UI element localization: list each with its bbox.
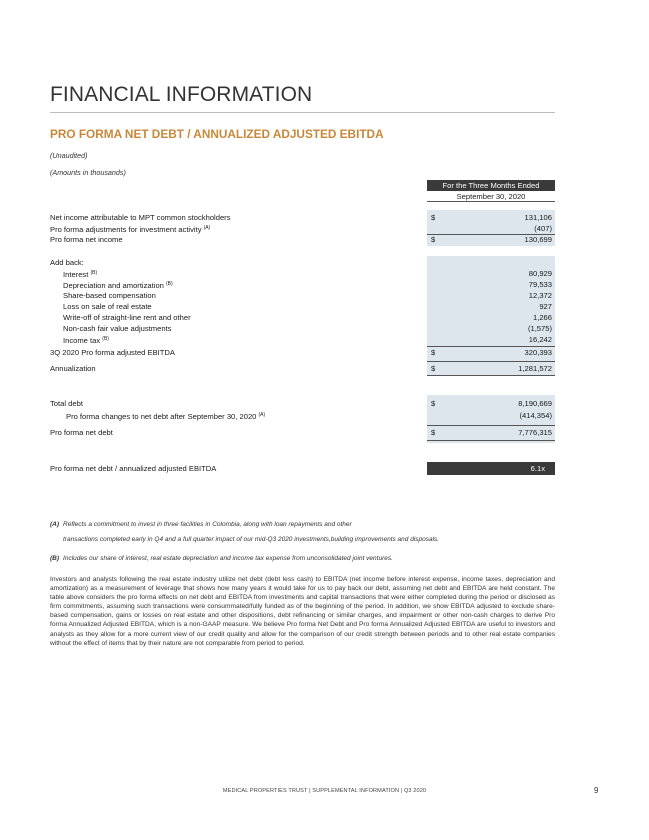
row-label: Non-cash fair value adjustments: [63, 324, 172, 333]
row-value: 16,242: [528, 335, 552, 344]
explanatory-paragraph: Investors and analysts following the real estate industry utilize net debt (debt less cash) to EBITDA (net income before interest expense, income taxes, depreciation and amortization) as a measurement of leverage that shows how many years it would take for us to pay back our debt, assuming net debt and EBITDA are held constant. The table above considers the pro forma effects on net debt and EBITDA from investments and capital transactions that were either completed during the period or disclosed as firm commitments, assuming such transactions were consummated/fully funded as of the beginning of the period. In addition, we show EBITDA adjusted to exclude share-based compensation, gains or losses on real estate and other dispositions, debt refinancing or similar charges, and impairment or other non-cash charges to derive Pro forma Annualized Adjusted EBITDA, which is a non-GAAP measure. We believe Pro forma Net Debt and Pro forma Annualized Adjusted EBITDA are useful to investors and analysts as they allow for a more current view of our credit quality and allow for the comparison of our credit strength between periods and to other real estate companies without the effect of items that by their nature are not comparable from period to period.: [50, 576, 555, 647]
row-value: (414,354): [519, 411, 552, 420]
row-label: Pro forma changes to net debt after September 30, 2020: [66, 412, 257, 421]
footnote-ref: (B): [102, 336, 109, 342]
footnote-a: [50, 520, 555, 529]
subtotal-line: [427, 361, 555, 362]
row-value: 130,699: [524, 235, 552, 244]
footnote-ref: (B): [166, 281, 173, 287]
subtotal-line: [427, 425, 555, 426]
row-value: 927: [539, 302, 552, 311]
page-footer: MEDICAL PROPERTIES TRUST | SUPPLEMENTAL INFORMATION | Q3 2020: [222, 788, 427, 794]
row-label: Pro forma net income: [50, 235, 123, 244]
table-row: [50, 257, 555, 268]
table-row: [50, 363, 555, 374]
row-label: Add back:: [50, 258, 84, 267]
table-row: [50, 223, 555, 234]
row-label: Income tax: [63, 336, 101, 345]
row-label: 3Q 2020 Pro forma adjusted EBITDA: [50, 348, 175, 357]
row-label: Pro forma adjustments for investment activity: [50, 225, 202, 234]
title-divider: [50, 112, 555, 113]
row-label: Net income attributable to MPT common stockholders: [50, 213, 231, 222]
footnote-text: Includes our share of interest, real estate depreciation and income tax expense from unconsolidated joint ventures.: [63, 555, 393, 562]
total-line: [427, 375, 555, 376]
table-row: [50, 212, 555, 223]
row-label: Pro forma net debt: [50, 428, 113, 437]
table-row: [50, 347, 555, 358]
row-value: (1,575): [527, 324, 552, 333]
footnote-a-continued: transactions completed early in Q4 and a full quarter impact of our mid-Q3 2020 investments,building improvements and disposals.: [63, 536, 440, 543]
table-row: [50, 334, 555, 345]
currency-symbol: $: [431, 399, 436, 408]
table-row: [50, 410, 555, 421]
row-label: Share-based compensation: [63, 291, 156, 300]
row-label: Loss on sale of real estate: [63, 302, 152, 311]
row-value: 7,776,315: [518, 428, 552, 437]
row-value: 12,372: [528, 291, 552, 300]
footnote-marker: (A): [50, 521, 60, 528]
currency-symbol: $: [431, 348, 436, 357]
row-label: Depreciation and amortization: [63, 281, 164, 290]
currency-symbol: $: [431, 428, 436, 437]
row-value: (407): [534, 224, 552, 233]
currency-symbol: $: [431, 364, 436, 373]
table-row: [50, 234, 555, 245]
column-header: For the Three Months Ended: [427, 180, 555, 191]
footnote-b: [50, 554, 555, 563]
table-row: [50, 323, 555, 334]
currency-symbol: $: [431, 213, 436, 222]
row-value: 131,106: [524, 213, 552, 222]
table-row: [50, 268, 555, 279]
page-number: 9: [594, 786, 599, 795]
row-value: 80,929: [528, 269, 552, 278]
row-label: Total debt: [50, 399, 83, 408]
section-title: PRO FORMA NET DEBT / ANNUALIZED ADJUSTED EBITDA: [50, 127, 384, 141]
ratio-value: 6.1x: [427, 462, 555, 475]
page-title: FINANCIAL INFORMATION: [50, 83, 313, 106]
column-subheader: September 30, 2020: [427, 191, 555, 202]
footnote-marker: (B): [50, 555, 60, 562]
total-line: [427, 440, 555, 441]
row-label: Annualization: [50, 364, 96, 373]
row-label: Interest: [63, 270, 89, 279]
row-value: 1,281,572: [518, 364, 552, 373]
row-value: 1,266: [532, 313, 552, 322]
row-value: 8,190,669: [518, 399, 552, 408]
footnote-text: Reflects a commitment to invest in three facilities in Colombia, along with loan repayments and other: [63, 521, 352, 528]
row-label: Pro forma net debt / annualized adjusted EBITDA: [50, 464, 217, 473]
table-row: [50, 398, 555, 409]
table-row: [50, 279, 555, 290]
row-value: 320,393: [524, 348, 552, 357]
table-row: [50, 301, 555, 312]
footnote-ref: (B): [90, 270, 98, 276]
row-label: Write-off of straight-line rent and other: [63, 313, 191, 322]
currency-symbol: $: [431, 235, 436, 244]
unaudited-note: (Unaudited): [50, 151, 88, 160]
table-row: [50, 427, 555, 438]
footnote-ref: (A): [203, 225, 211, 231]
row-value: 79,533: [528, 280, 552, 289]
footnote-ref: (A): [258, 412, 266, 418]
table-row: [50, 290, 555, 301]
amounts-note: (Amounts in thousands): [50, 168, 126, 177]
table-row: [50, 312, 555, 323]
